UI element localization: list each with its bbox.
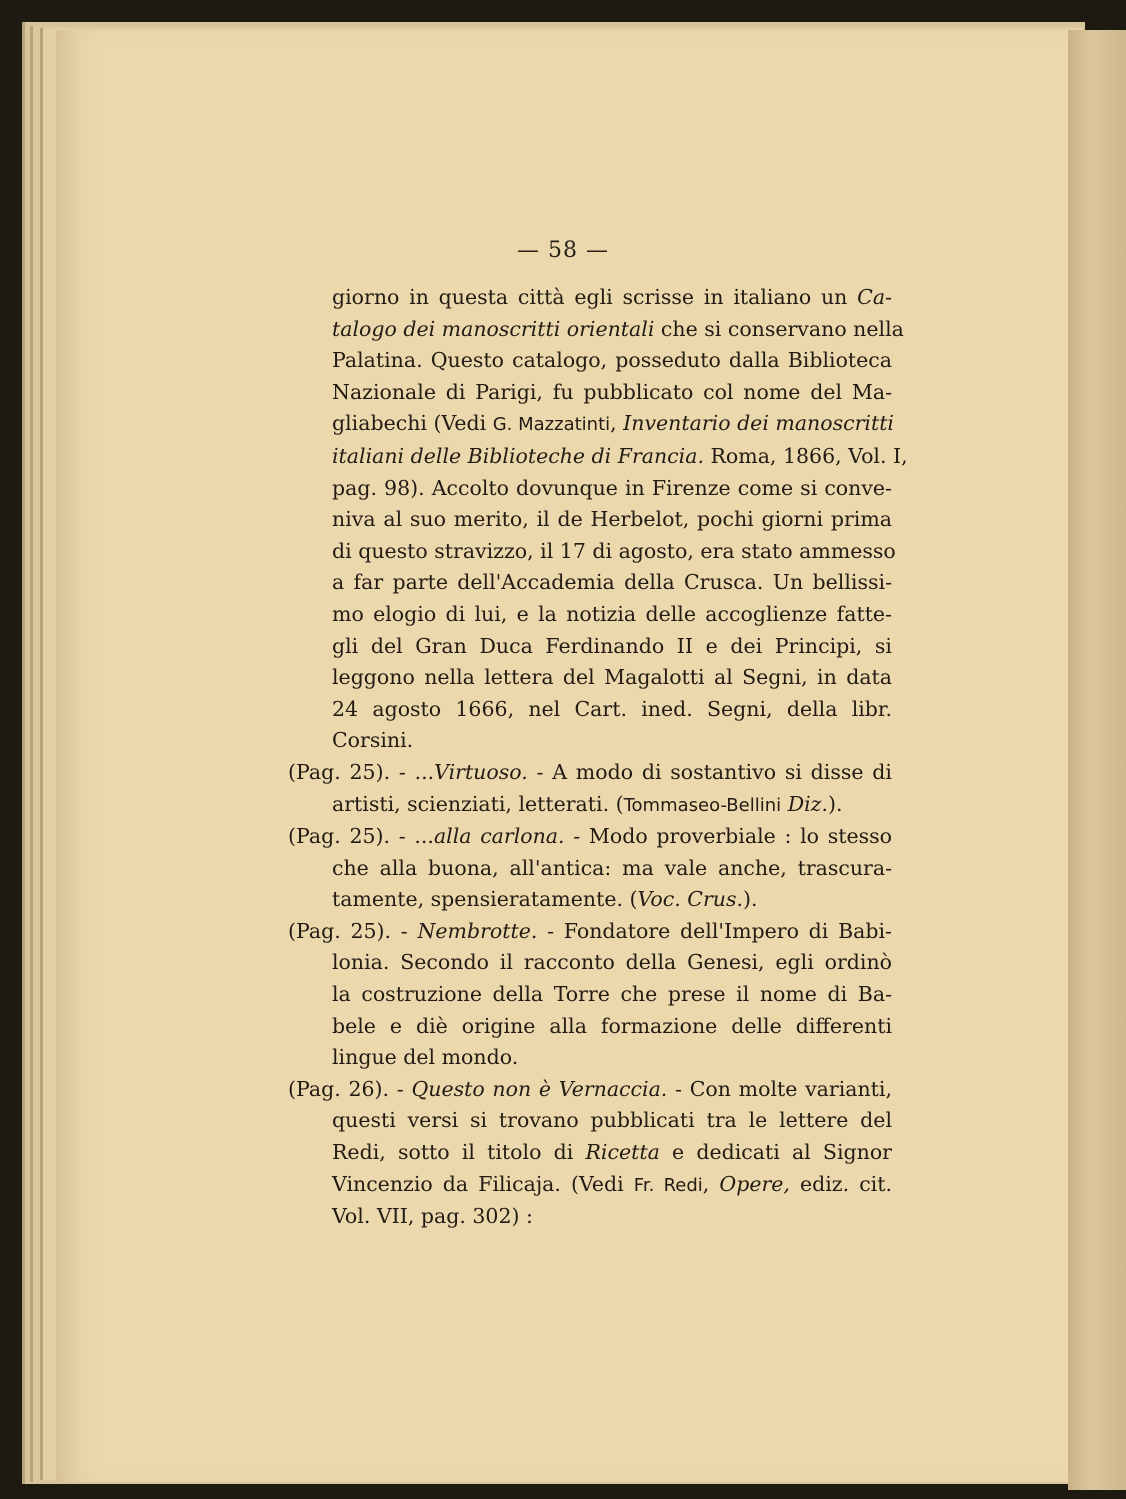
text-line (288, 694, 892, 726)
text-run: bele e diè origine alla formazione delle differenti (332, 1013, 892, 1038)
italic-run: italiani delle Biblioteche di Francia. (332, 443, 704, 468)
italic-run: Ca- (857, 285, 892, 309)
text-line (288, 408, 892, 441)
text-line (288, 314, 904, 346)
author-name: G. Mazzatinti (492, 414, 611, 436)
text-run: a far parte dell'Accademia della Crusca. Un bellissi- (332, 570, 892, 595)
text-run: gliabechi (Vedi (332, 411, 493, 436)
text-run: (Pag. 25). - ... (288, 824, 434, 849)
italic-run: Voc. Crus. (637, 887, 743, 912)
author-name: Fr. Redi (633, 1174, 703, 1196)
author-name: Tommaseo-Bellini (623, 794, 782, 816)
text-line (288, 916, 892, 948)
text-line (288, 884, 892, 916)
text-run: questi versi si trovano pubblicati tra le lettere del (332, 1108, 892, 1133)
text-run: Corsini. (332, 728, 414, 753)
text-run: - Con molte varianti, (667, 1076, 892, 1101)
text-run: Vincenzio da Filicaja. (Vedi (332, 1171, 634, 1196)
text-line (288, 1011, 892, 1043)
text-run: , (610, 411, 624, 436)
italic-run: Opere, (719, 1171, 790, 1196)
text-line (288, 1042, 892, 1074)
text-line (288, 853, 892, 885)
text-line (288, 1105, 892, 1137)
text-run: lonia. Secondo il racconto della Genesi, egli ordinò (332, 950, 892, 975)
text-run: ). (743, 887, 758, 912)
text-run: Redi, sotto il titolo di (332, 1140, 586, 1165)
text-line (288, 504, 892, 536)
text-run: pag. 98). Accolto dovunque in Firenze come si conve- (332, 475, 892, 500)
italic-run: Ricetta (585, 1140, 660, 1165)
text-line (288, 1169, 892, 1202)
text-run: mo elogio di lui, e la notizia delle accoglienze fatte- (332, 601, 892, 626)
text-run: , (702, 1171, 720, 1196)
text-run: - A modo di sostantivo si disse di (527, 759, 892, 784)
text-run: leggono nella lettera del Magalotti al Segni, in data (332, 665, 892, 690)
text-run: (Pag. 25). - (288, 918, 418, 943)
text-run: ). (828, 791, 843, 816)
text-line (288, 1137, 892, 1169)
text-line (288, 599, 892, 631)
text-run: che alla buona, all'antica: ma vale anche, trascura- (332, 855, 892, 880)
text-run: di questo stravizzo, il 17 di agosto, era stato ammesso (332, 538, 896, 563)
text-run: giorno in questa città egli scrisse in italiano un (332, 285, 858, 309)
italic-run: Inventario dei manoscritti (623, 411, 894, 436)
text-run: Vol. VII, pag. 302) : (332, 1204, 533, 1229)
text-line (288, 979, 892, 1011)
text-run: lingue del mondo. (332, 1045, 519, 1070)
text-run: - Modo proverbiale : lo stesso (564, 824, 892, 849)
page-number: — 58 — (517, 238, 609, 263)
text-run: gli del Gran Duca Ferdinando II e dei Principi, si (332, 633, 892, 658)
italic-run: Diz. (787, 791, 828, 816)
text-line (288, 567, 892, 599)
body-text (288, 282, 908, 1233)
italic-run: Nembrotte. (417, 918, 538, 943)
text-line (288, 1201, 892, 1233)
text-run: ediz. cit. (789, 1171, 892, 1196)
text-run: niva al suo merito, il de Herbelot, pochi giorni prima (332, 507, 892, 532)
text-run: tamente, spensieratamente. ( (332, 887, 638, 912)
text-line (288, 631, 892, 663)
italic-run: talogo dei manoscritti orientali (332, 316, 655, 341)
text-run: la costruzione della Torre che prese il nome di Ba- (332, 982, 892, 1007)
text-run: che si conservano nella (654, 316, 904, 341)
text-run: (Pag. 25). - ... (288, 759, 435, 784)
text-line (288, 789, 892, 822)
text-run: (Pag. 26). - (288, 1076, 412, 1101)
text-line (288, 1074, 892, 1106)
text-line (288, 282, 892, 314)
text-run: 24 agosto 1666, nel Cart. ined. Segni, della libr. (332, 696, 892, 721)
text-run: artisti, scienziati, letterati. ( (332, 791, 624, 816)
italic-run: Questo non è Vernaccia. (411, 1076, 668, 1101)
text-run: Palatina. Questo catalogo, posseduto dalla Biblioteca (332, 348, 892, 373)
text-run: Roma, 1866, Vol. I, (703, 443, 908, 468)
text-run: e dedicati al Signor (659, 1140, 892, 1165)
text-run: - Fondatore dell'Impero di Babi- (537, 918, 892, 943)
text-run: Nazionale di Parigi, fu pubblicato col nome del Ma- (332, 379, 892, 404)
text-line (288, 473, 892, 505)
text-line (288, 345, 892, 377)
italic-run: Virtuoso. (434, 759, 528, 784)
text-line (288, 377, 892, 409)
text-line (288, 757, 892, 789)
text-line (288, 536, 896, 568)
italic-run: alla carlona. (433, 824, 565, 849)
text-line (288, 821, 892, 853)
text-line (288, 725, 892, 757)
text-line (288, 662, 892, 694)
text-line (288, 441, 908, 473)
text-line (288, 947, 892, 979)
